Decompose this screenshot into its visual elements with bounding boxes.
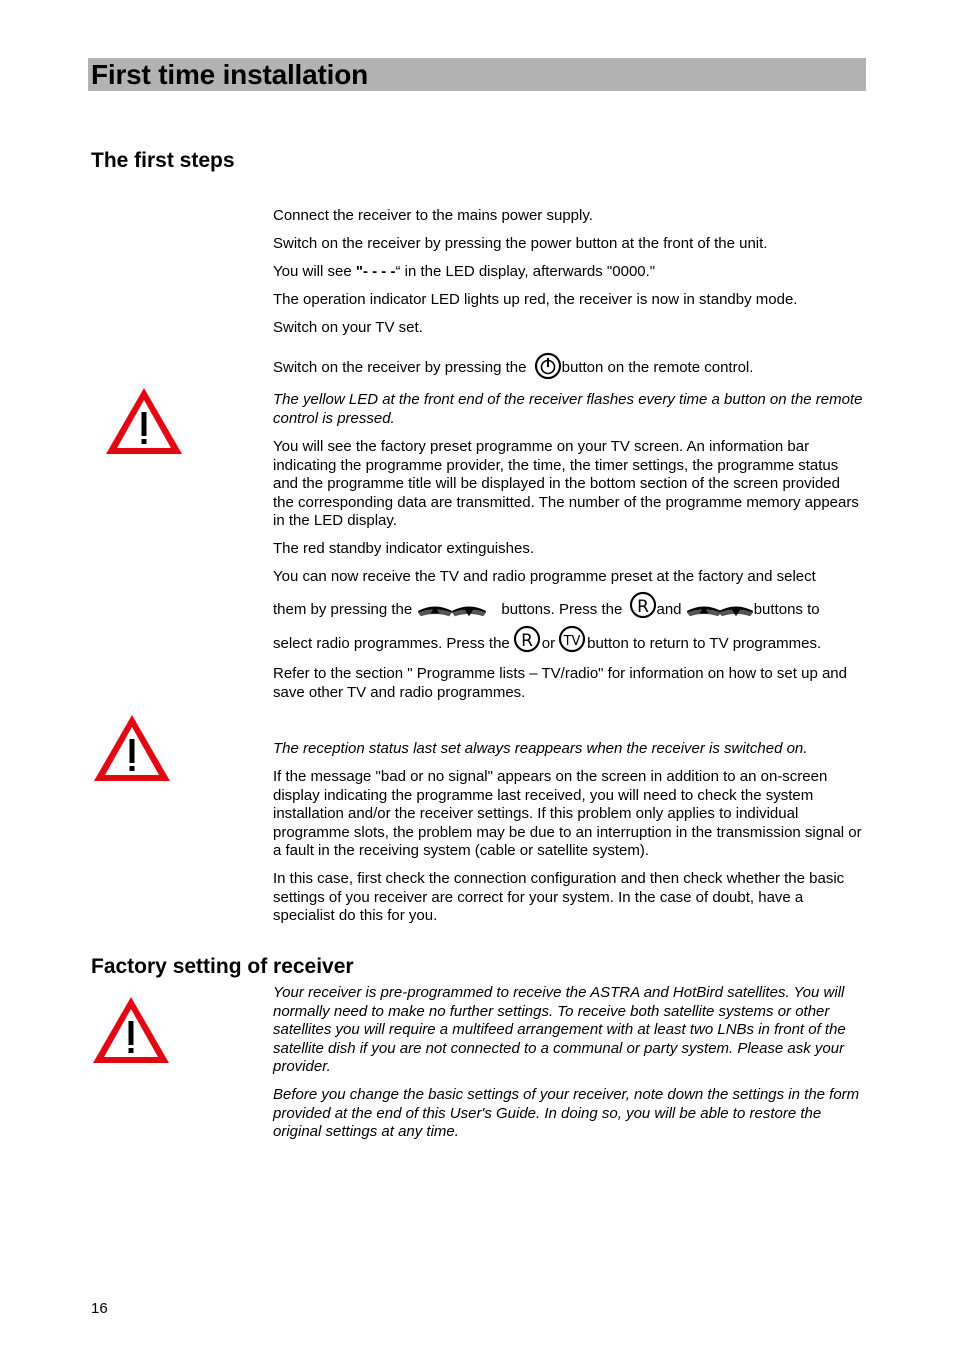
remote-power-text-post: button on the remote control.	[561, 359, 754, 376]
tv-button-icon	[558, 625, 586, 653]
paragraph-remote-power	[273, 352, 863, 384]
paragraph-connect: Connect the receiver to the mains power supply.	[273, 207, 593, 224]
paragraph-factory-preset: You will see the factory preset programme on your TV screen. An information bar indicating the programme provider, the time, the timer settings, the programme status and the programme title will be displayed in the bottom section of the screen provided the corresponding data are transmitted. The number of the programme memory appears in the LED display.	[273, 438, 859, 530]
power-button-icon	[534, 352, 562, 380]
paragraph-tv-set: Switch on your TV set.	[273, 319, 423, 336]
led-text-post: “ in the LED display, afterwards "0000."	[395, 263, 656, 280]
note-yellow-led: The yellow LED at the front end of the receiver flashes every time a button on the remote control is pressed.	[273, 391, 863, 427]
svg-text:R: R	[520, 631, 533, 652]
receive-text-f: or	[541, 635, 556, 652]
led-text-pre: You will see	[273, 263, 356, 280]
receive-text-g: button to return to TV programmes.	[587, 635, 822, 652]
svg-text:R: R	[636, 597, 649, 618]
paragraph-receive-line1: You can now receive the TV and radio programme preset at the factory and select	[273, 568, 816, 585]
radio-button-icon	[513, 625, 541, 653]
down-arrow-button-icon	[718, 602, 754, 618]
paragraph-led-display	[273, 263, 863, 282]
section-heading-first-steps: The first steps	[91, 149, 235, 172]
page-title: First time installation	[91, 59, 368, 90]
page-title-bar	[88, 58, 866, 91]
warning-triangle-icon	[91, 995, 171, 1065]
down-arrow-button-icon	[451, 602, 487, 618]
receive-text-b: buttons. Press the	[501, 601, 623, 618]
radio-button-icon	[629, 591, 657, 619]
paragraph-receive-line2	[273, 592, 863, 628]
receive-text-e: select radio programmes. Press the	[273, 635, 510, 652]
paragraph-switch-front: Switch on the receiver by pressing the power button at the front of the unit.	[273, 235, 768, 252]
note-preprogrammed: Your receiver is pre-programmed to receive the ASTRA and HotBird satellites. You will normally need to make no further settings. To receive both satellite systems or other satellites you will require a multifeed arrangement with at least two LNBs in front of the satellite dish if you are not connected to a communal or party system. Please ask your provider.	[273, 984, 846, 1076]
note-reception-status: The reception status last set always reappears when the receiver is switched on.	[273, 740, 808, 757]
note-basic-settings: Before you change the basic settings of your receiver, note down the settings in the form provided at the end of this User's Guide. In doing so, you will be able to restore the original settings at any time.	[273, 1086, 860, 1141]
paragraph-receive-line3	[273, 626, 863, 662]
paragraph-check-config: In this case, first check the connection configuration and then check whether the basic settings of you receiver are correct for your system. In the case of doubt, have a specialist do this for you.	[273, 870, 845, 925]
page-number: 16	[91, 1300, 108, 1317]
remote-power-text-pre: Switch on the receiver by pressing the	[273, 359, 531, 376]
paragraph-bad-signal: If the message "bad or no signal" appears on the screen in addition to an on-screen display indicating the programme last received, you will need to check the system installation and/or the receiver settings. If this problem only applies to individual programme slots, the problem may be due to an interruption in the transmission signal or a fault in the receiving system (cable or satellite system).	[273, 768, 862, 860]
receive-text-a: them by pressing the	[273, 601, 413, 618]
warning-triangle-icon	[104, 386, 184, 456]
svg-text:TV: TV	[563, 634, 581, 650]
receive-text-c: and	[656, 601, 682, 618]
paragraph-standby-off: The red standby indicator extinguishes.	[273, 540, 534, 557]
up-arrow-button-icon	[686, 602, 722, 618]
receive-text-d: buttons to	[753, 601, 820, 618]
paragraph-standby: The operation indicator LED lights up red, the receiver is now in standby mode.	[273, 291, 798, 308]
up-arrow-button-icon	[417, 602, 453, 618]
section-heading-factory-setting: Factory setting of receiver	[91, 955, 354, 978]
warning-triangle-icon	[92, 713, 172, 783]
led-text-bold: "- - - -	[355, 263, 396, 280]
paragraph-programme-lists: Refer to the section " Programme lists – TV/radio" for information on how to set up and save other TV and radio programmes.	[273, 665, 847, 701]
